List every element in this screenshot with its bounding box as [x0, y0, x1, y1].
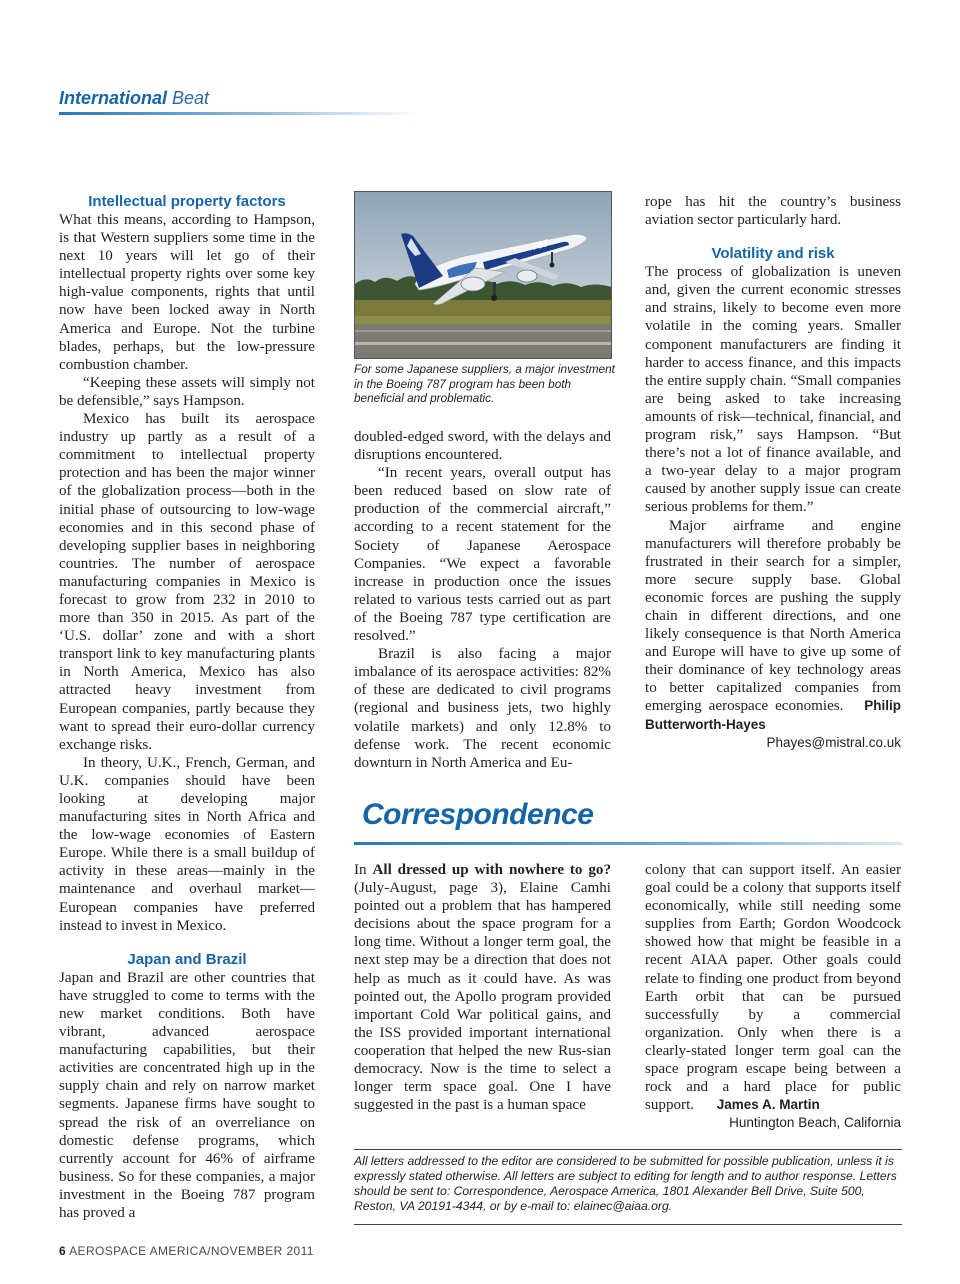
paragraph [354, 861, 611, 1114]
subhead-intellectual-property: Intellectual property factors [88, 193, 286, 210]
paragraph: In theory, U.K., French, German, and U.K. companies should have been looking at developing major manufacturing sites in North Africa and the low-wage economies of Eastern Europe. While there is a small buildup of activity in these areas—mainly in the maintenance and overhaul market—European companies have preferred instead to invest in Mexico. [59, 754, 315, 934]
closing-paragraph-text: Major airframe and engine manufacturers will therefore probably be frustrated in their search for a simpler, more secure supply base. Global economic forces are pushing the supply chain in different directions, and one likely consequence is that North America and Europe will have to give up some of their dominance of key technology areas to better capitalized companies from emerging aerospace economies. [645, 517, 901, 715]
running-head [59, 88, 209, 109]
publication-line: AEROSPACE AMERICA/NOVEMBER 2011 [69, 1244, 314, 1258]
correspondence-title: Correspondence [362, 798, 594, 831]
letters-submission-note: All letters addressed to the editor are considered to be submitted for possible publication, unless it is expressly stated otherwise. All letters are subject to editing for length and to author response. Letters should be sent to: Correspondence, Aerospace America, 1801 Alexander Bell Drive, Suite 500, Reston, VA 20191-4344, or by e-mail to: elainec@aiaa.org. [354, 1154, 897, 1213]
aircraft-takeoff-illustration [355, 192, 611, 358]
letter-author-name: James A. Martin [716, 1097, 820, 1113]
boeing-787-photo [354, 191, 612, 359]
article-column-3 [645, 193, 901, 752]
note-rule-top [354, 1149, 902, 1150]
paragraph: Japan and Brazil are other countries that have struggled to come to terms with the new market conditions. Both have vibrant, advanced aerospace manufacturing capabilities, but their activities are concentrated high up in the supply chain and rely on narrow market segments. Japanese firms have sought to spread the risk of an overreliance on domestic defense programs, which currently account for 46% of airframe business. So for these companies, a major investment in the Boeing 787 program has proved a [59, 969, 315, 1221]
author-name: Philip Butterworth-Hayes [645, 698, 901, 732]
photo-caption: For some Japanese suppliers, a major investment in the Boeing 787 program has been both beneficial and problematic. [354, 362, 615, 406]
paragraph [645, 861, 901, 1114]
section-subname: Beat [172, 88, 210, 108]
page-folio [59, 1244, 314, 1258]
referenced-article-title: All dressed up with nowhere to go? [372, 862, 611, 878]
paragraph: The process of globalization is uneven and, given the current economic stresses and strains, likely to become even more volatile in the coming years. Smaller component manufacturers are finding it harder to access finance, and this impacts the entire supply chain. “Small companies are being asked to take increasing amounts of risk—technical, financial, and program risk,” says Hampson. “But there’s not a lot of finance available, and a two-year delay to a major program caused by another supply issue can create serious problems for them.” [645, 264, 901, 516]
subhead-japan-brazil: Japan and Brazil [127, 950, 247, 968]
paragraph: “In recent years, overall output has been reduced based on slow rate of production of the commercial aircraft,” according to a recent statement for the Society of Japanese Aerospace Companies. “We expect a favorable increase in production once the issues related to various tests carried out as part of the Boeing 787 type certification are resolved.” [354, 465, 611, 645]
paragraph: “Keeping these assets will simply not be defensible,” says Hampson. [59, 374, 315, 409]
paragraph: What this means, according to Hampson, is that Western suppliers some time in the next 10 years will let go of their intellectual property rights over some key high-value components, rights that until now have been locked away in North America and Europe. Not the turbine blades, perhaps, but the low-pressure combustion chamber. [59, 212, 315, 373]
tail-787-text: 787 [531, 238, 550, 253]
paragraph: Brazil is also facing a major imbalance of its aerospace activities: 82% of these are dedicated to civil programs (regional and business jets, two highly volatile markets) and only 12.8% to defense work. The recent economic downturn in North America and Eu- [354, 646, 611, 771]
paragraph: Mexico has built its aerospace industry up partly as a result of a commitment to intellectual property protection and has been the major winner of the globalization process—both in the initial phase of outsourcing to low-wage economies and in this second phase of developing supplier bases in neighboring countries. The number of aerospace manufacturing companies in Mexico is forecast to grow from 232 in 2010 to more than 350 in 2015. As part of the ‘U.S. dollar’ zone and with a short transport link to key manufacturing plants in North America, Mexico has also attracted heavy investment from European companies, partly because they want to spread their euro-dollar currency exchange risks. [59, 411, 315, 753]
letter-column-1 [354, 861, 611, 1114]
letter-author-location: Huntington Beach, California [729, 1115, 901, 1131]
page-number: 6 [59, 1244, 67, 1258]
letter-column-2 [645, 861, 901, 1132]
paragraph: rope has hit the country’s business aviation sector particularly hard. [645, 194, 901, 229]
article-column-1 [59, 193, 315, 1222]
letter-text: (July-August, page 3), Elaine Camhi pointed out a problem that has hampered decisions about the space program for a long time. Without a longer term goal, the next step may be a direction that does not help as much as it could have. As was pointed out, the Apollo program provided important Cold War political gains, and the ISS provided important international cooperation that helped the new Rus-sian democracy. Now is the time to select a longer term space goal. One I have suggested in the past is a human space [354, 880, 611, 1114]
intro-word: In [354, 862, 367, 878]
note-rule-bottom [354, 1224, 902, 1225]
letter-text: colony that can support itself. An easier goal could be a colony that supports itself economically, while still needing some supplies from Earth; Gordon Woodcock showed how that might be feasible in a recent AIAA paper. Other goals could relate to finding one product from beyond Earth orbit that can be pursued successfully by a commercial organization. Only when there is a clearly-stated longer term goal can the space program escape being between a rock and a hard place for public support. [645, 862, 901, 1114]
paragraph [645, 517, 901, 734]
subhead-volatility-risk: Volatility and risk [711, 245, 835, 263]
paragraph: doubled-edged sword, with the delays and disruptions encountered. [354, 429, 611, 464]
article-column-2 [354, 428, 611, 772]
header-rule [59, 112, 419, 115]
author-email: Phayes@mistral.co.uk [766, 734, 901, 750]
section-name: International [59, 88, 168, 108]
correspondence-rule [354, 842, 902, 845]
